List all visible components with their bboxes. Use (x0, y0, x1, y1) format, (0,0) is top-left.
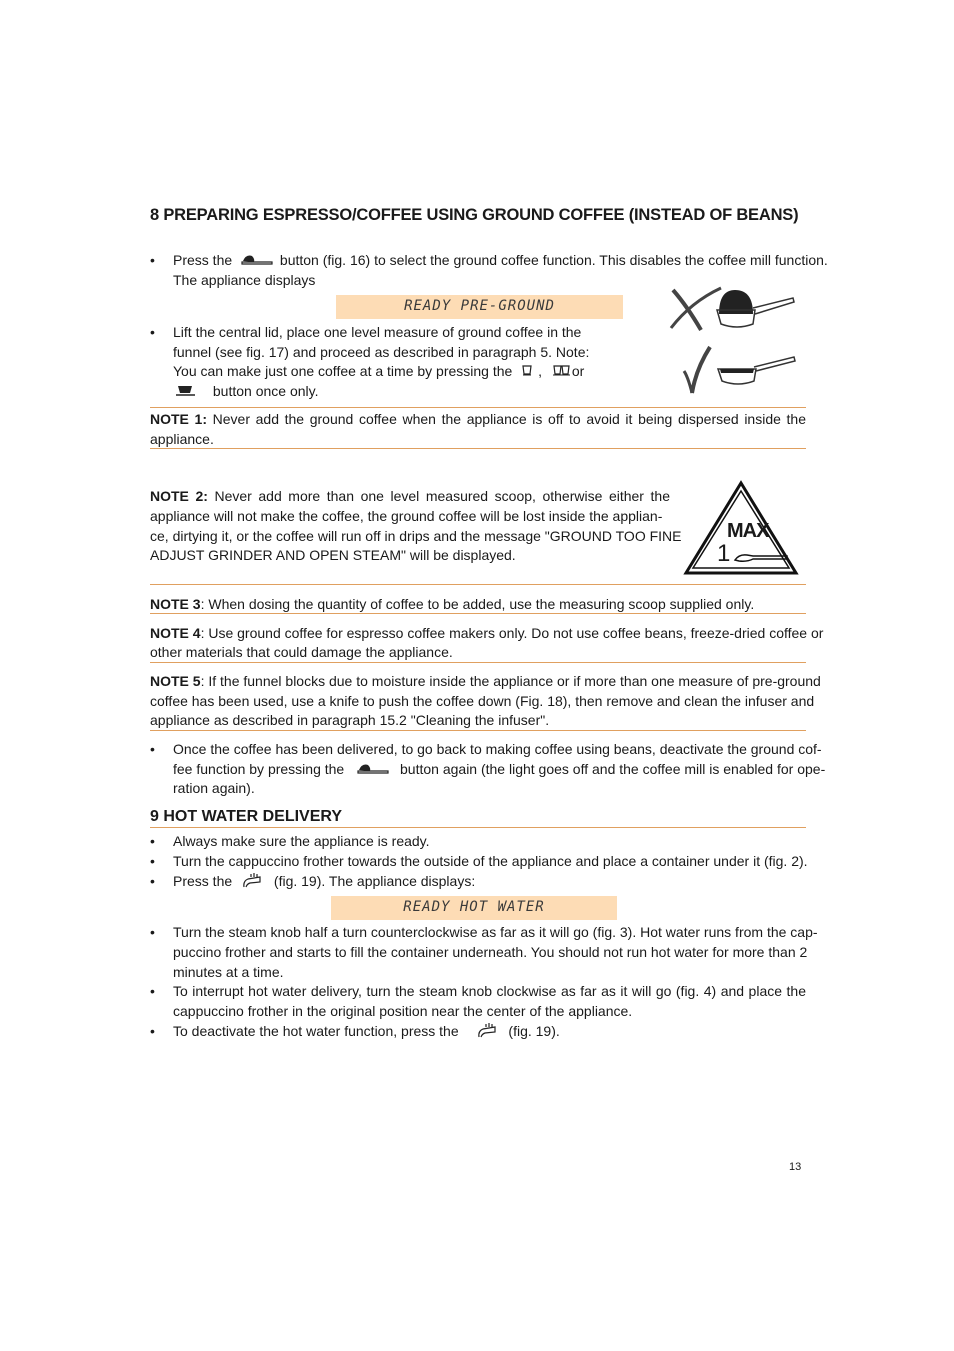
heaped-scoop-icon (717, 290, 794, 327)
note-5-line3: appliance as described in paragraph 15.2 "Cleaning the infuser". (150, 712, 550, 728)
divider (150, 662, 806, 663)
max-number: 1 (717, 540, 731, 567)
bullet-mark: • (150, 833, 155, 849)
bullet-mark: • (150, 873, 155, 889)
bullet-deactivate-line3: ration again). (173, 780, 255, 796)
bullet-lift-lid-line3: You can make just one coffee at a time by pressing the , or (173, 361, 584, 382)
bullet-steam-knob-line1: Turn the steam knob half a turn counterclockwise as far as it will go (fig. 3). Hot water runs from the cap- (173, 924, 818, 940)
divider (150, 613, 806, 614)
cross-mark-icon (671, 288, 721, 330)
bullet-deactivate-line1: Once the coffee has been delivered, to go back to making coffee using beans, deactivate the ground cof- (173, 741, 822, 757)
single-cup-icon (520, 362, 534, 382)
level-scoop-icon (718, 357, 795, 384)
bullet-mark: • (150, 1023, 155, 1039)
note-1-line1: NOTE 1: Never add the ground coffee when the appliance is off to avoid it being dispersed inside the (150, 411, 807, 427)
bullet-turn-frother: Turn the cappuccino frother towards the outside of the appliance and place a container under it (fig. 2). (173, 853, 808, 869)
check-mark-illustration (680, 343, 798, 398)
hot-water-icon (475, 1022, 499, 1043)
divider (150, 448, 806, 449)
scoop-icon (356, 760, 390, 780)
bullet-steam-knob-line2: puccino frother and starts to fill the container underneath. You should not run hot water for more than 2 (173, 944, 808, 960)
page-number: 13 (789, 1161, 802, 1173)
bullet-mark: • (150, 983, 155, 999)
bullet-lift-lid-line4: button once only. (173, 381, 319, 402)
bullet-mark: • (150, 924, 155, 940)
section-9-title: 9 HOT WATER DELIVERY (150, 808, 806, 828)
divider (150, 730, 806, 731)
note-4-line1: NOTE 4: Use ground coffee for espresso coffee makers only. Do not use coffee beans, freeze-dried coffee or (150, 625, 824, 641)
double-cup-icon (552, 362, 572, 382)
note-1-line2: appliance. (150, 431, 214, 447)
bullet-ground-select-line2: The appliance displays (173, 272, 316, 288)
bullet-press-hot-water: Press the (fig. 19). The appliance displays: (173, 871, 475, 893)
bullet-mark: • (150, 252, 155, 268)
note-5-line1: NOTE 5: If the funnel blocks due to moisture inside the appliance or if more than one measure of pre-ground (150, 673, 821, 689)
note-4-line2: other materials that could damage the appliance. (150, 644, 453, 660)
cross-mark-illustration (667, 284, 797, 339)
hot-water-icon (240, 872, 264, 893)
bullet-mark: • (150, 741, 155, 757)
bullet-ready: Always make sure the appliance is ready. (173, 833, 430, 849)
display-ready-hot-water: READY HOT WATER (331, 896, 617, 920)
bullet-interrupt-line2: cappuccino frother in the original position near the center of the appliance. (173, 1003, 633, 1019)
bullet-lift-lid-line1: Lift the central lid, place one level measure of ground coffee in the (173, 324, 582, 340)
note-2-line4: ADJUST GRINDER AND OPEN STEAM" will be displayed. (150, 547, 516, 563)
note-2-line1: NOTE 2: Never add more than one level measured scoop, otherwise either the (150, 488, 670, 504)
bullet-lift-lid-line2: funnel (see fig. 17) and proceed as described in paragraph 5. Note: (173, 344, 590, 360)
scoop-icon (240, 251, 274, 271)
check-mark-icon (684, 347, 710, 393)
note-2-line2: appliance will not make the coffee, the ground coffee will be lost inside the applian- (150, 508, 663, 524)
bullet-interrupt-line1: To interrupt hot water delivery, turn the steam knob clockwise as far as it will go (fig. 4) and place the (173, 983, 806, 999)
bullet-mark: • (150, 324, 155, 340)
display-ready-pre-ground: READY PRE-GROUND (336, 295, 623, 319)
note-2-line3: ce, dirtying it, or the coffee will run off in drips and the message "GROUND TOO FINE (150, 528, 682, 544)
bullet-ground-select: Press the button (fig. 16) to select the ground coffee function. This disables the coffee mill function. (173, 250, 807, 271)
large-cup-icon (173, 382, 199, 402)
bullet-deactivate-line2: fee function by pressing the button again (the light goes off and the coffee mill is enabled for ope- (173, 759, 806, 780)
warning-triangle-icon (683, 480, 799, 576)
note-3: NOTE 3: When dosing the quantity of coffee to be added, use the measuring scoop supplied only. (150, 596, 755, 612)
max-label: MAX (727, 520, 769, 542)
divider (150, 584, 806, 585)
bullet-steam-knob-line3: minutes at a time. (173, 964, 284, 980)
bullet-mark: • (150, 853, 155, 869)
note-5-line2: coffee has been used, use a knife to push the coffee down (Fig. 18), then remove and clean the infuser and (150, 693, 815, 709)
section-8-title: 8 PREPARING ESPRESSO/COFFEE USING GROUND COFFEE (INSTEAD OF BEANS) (150, 206, 799, 224)
divider (150, 407, 806, 408)
bullet-deactivate-hot-water: To deactivate the hot water function, press the (fig. 19). (173, 1021, 560, 1043)
